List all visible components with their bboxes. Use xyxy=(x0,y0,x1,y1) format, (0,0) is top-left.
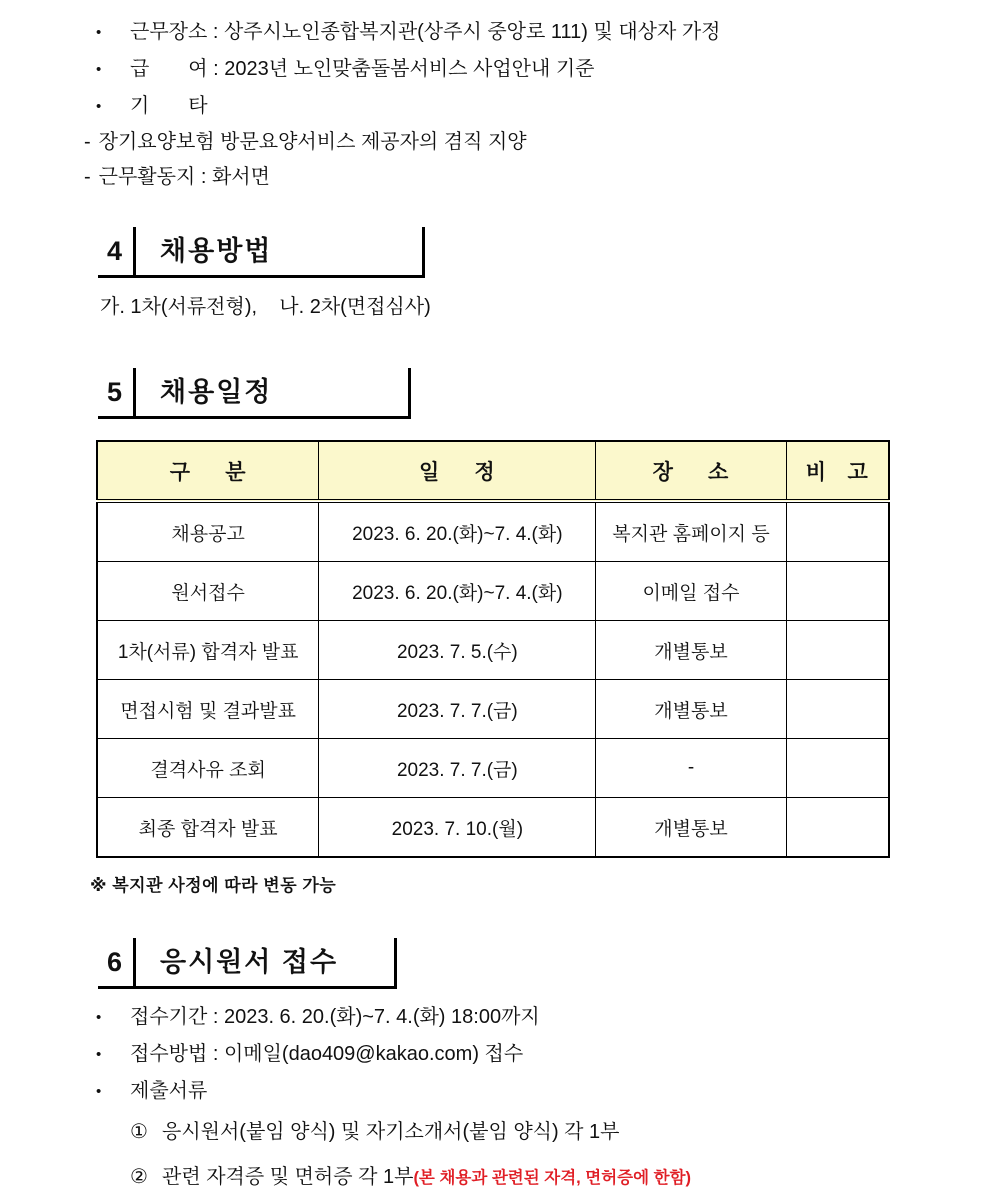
application-info-list xyxy=(96,999,951,1200)
table-footnote: ※ 복지관 사정에 따라 변동 가능 xyxy=(90,876,337,895)
bullet-icon: • xyxy=(96,98,102,115)
table-cell xyxy=(786,798,889,858)
table-cell: 개별통보 xyxy=(596,798,786,858)
list-item-text: 접수방법 : 이메일(dao409@kakao.com) 접수 xyxy=(130,1043,524,1065)
list-item xyxy=(84,125,951,160)
table-cell: 면접시험 및 결과발표 xyxy=(97,680,319,739)
list-item-text: 접수기간 : 2023. 6. 20.(화)~7. 4.(화) 18:00까지 xyxy=(130,1006,540,1028)
list-item-text: 근무장소 : 상주시노인종합복지관(상주시 중앙로 111) 및 대상자 가정 xyxy=(130,21,721,43)
work-info-list xyxy=(84,14,951,195)
bullet-icon: • xyxy=(96,24,102,41)
list-item xyxy=(96,88,951,125)
bullet-icon: • xyxy=(96,1046,102,1063)
table-cell: 2023. 7. 7.(금) xyxy=(319,680,596,739)
table-cell xyxy=(786,739,889,798)
section-heading-recruit-schedule xyxy=(98,368,951,419)
section-title: 채용일정 xyxy=(136,368,411,419)
table-row xyxy=(97,501,889,562)
recruit-method-text: 가. 1차(서류전형), 나. 2차(면접심사) xyxy=(100,296,431,318)
table-cell: 1차(서류) 합격자 발표 xyxy=(97,621,319,680)
section-number: 4 xyxy=(98,227,136,278)
list-item-text: 제출서류 xyxy=(130,1080,208,1102)
table-header-row xyxy=(97,441,889,501)
table-cell xyxy=(786,501,889,562)
table-cell: 2023. 7. 5.(수) xyxy=(319,621,596,680)
table-row xyxy=(97,562,889,621)
section-title: 채용방법 xyxy=(136,227,425,278)
section-number: 6 xyxy=(98,938,136,989)
section-heading-recruit-method xyxy=(98,227,951,278)
list-item xyxy=(96,1036,951,1073)
numbered-item xyxy=(96,1110,951,1155)
dash-icon: - xyxy=(84,166,91,188)
numbered-item-text: 관련 자격증 및 면허증 각 1부 xyxy=(162,1166,414,1188)
col-header-category: 구 분 xyxy=(97,441,319,501)
table-cell: 2023. 7. 7.(금) xyxy=(319,739,596,798)
table-cell: 원서접수 xyxy=(97,562,319,621)
col-header-date: 일 정 xyxy=(319,441,596,501)
list-item xyxy=(96,1073,951,1110)
list-item-text: 기 타 xyxy=(130,95,208,117)
circled-number-icon: ② xyxy=(130,1166,148,1188)
table-cell: 2023. 6. 20.(화)~7. 4.(화) xyxy=(319,562,596,621)
table-row xyxy=(97,621,889,680)
col-header-remarks: 비 고 xyxy=(786,441,889,501)
table-cell: - xyxy=(596,739,786,798)
bullet-icon: • xyxy=(96,61,102,78)
table-cell: 최종 합격자 발표 xyxy=(97,798,319,858)
table-row xyxy=(97,739,889,798)
section-heading-application xyxy=(98,938,951,989)
table-cell: 개별통보 xyxy=(596,680,786,739)
table-cell: 이메일 접수 xyxy=(596,562,786,621)
table-cell: 복지관 홈페이지 등 xyxy=(596,501,786,562)
bullet-icon: • xyxy=(96,1083,102,1100)
table-cell: 개별통보 xyxy=(596,621,786,680)
table-row xyxy=(97,680,889,739)
table-cell: 결격사유 조회 xyxy=(97,739,319,798)
list-item xyxy=(96,14,951,51)
numbered-item xyxy=(96,1155,951,1200)
list-item-text: 근무활동지 : 화서면 xyxy=(98,166,270,188)
circled-number-icon: ① xyxy=(130,1121,148,1143)
list-item-text: 장기요양보험 방문요양서비스 제공자의 겸직 지양 xyxy=(98,131,527,153)
table-cell: 채용공고 xyxy=(97,501,319,562)
section-number: 5 xyxy=(98,368,136,419)
section-title: 응시원서 접수 xyxy=(136,938,397,989)
table-cell xyxy=(786,680,889,739)
table-cell: 2023. 7. 10.(월) xyxy=(319,798,596,858)
list-item xyxy=(96,51,951,88)
numbered-item-red-note: (본 채용과 관련된 자격, 면허증에 한함) xyxy=(413,1169,692,1187)
table-cell xyxy=(786,621,889,680)
numbered-item-text: 응시원서(붙임 양식) 및 자기소개서(붙임 양식) 각 1부 xyxy=(162,1121,620,1143)
table-row xyxy=(97,798,889,858)
bullet-icon: • xyxy=(96,1009,102,1026)
list-item-text: 급 여 : 2023년 노인맞춤돌봄서비스 사업안내 기준 xyxy=(130,58,595,80)
list-item xyxy=(96,999,951,1036)
col-header-place: 장 소 xyxy=(596,441,786,501)
table-cell: 2023. 6. 20.(화)~7. 4.(화) xyxy=(319,501,596,562)
dash-icon: - xyxy=(84,131,91,153)
schedule-table xyxy=(96,440,890,858)
table-cell xyxy=(786,562,889,621)
list-item xyxy=(84,160,951,195)
